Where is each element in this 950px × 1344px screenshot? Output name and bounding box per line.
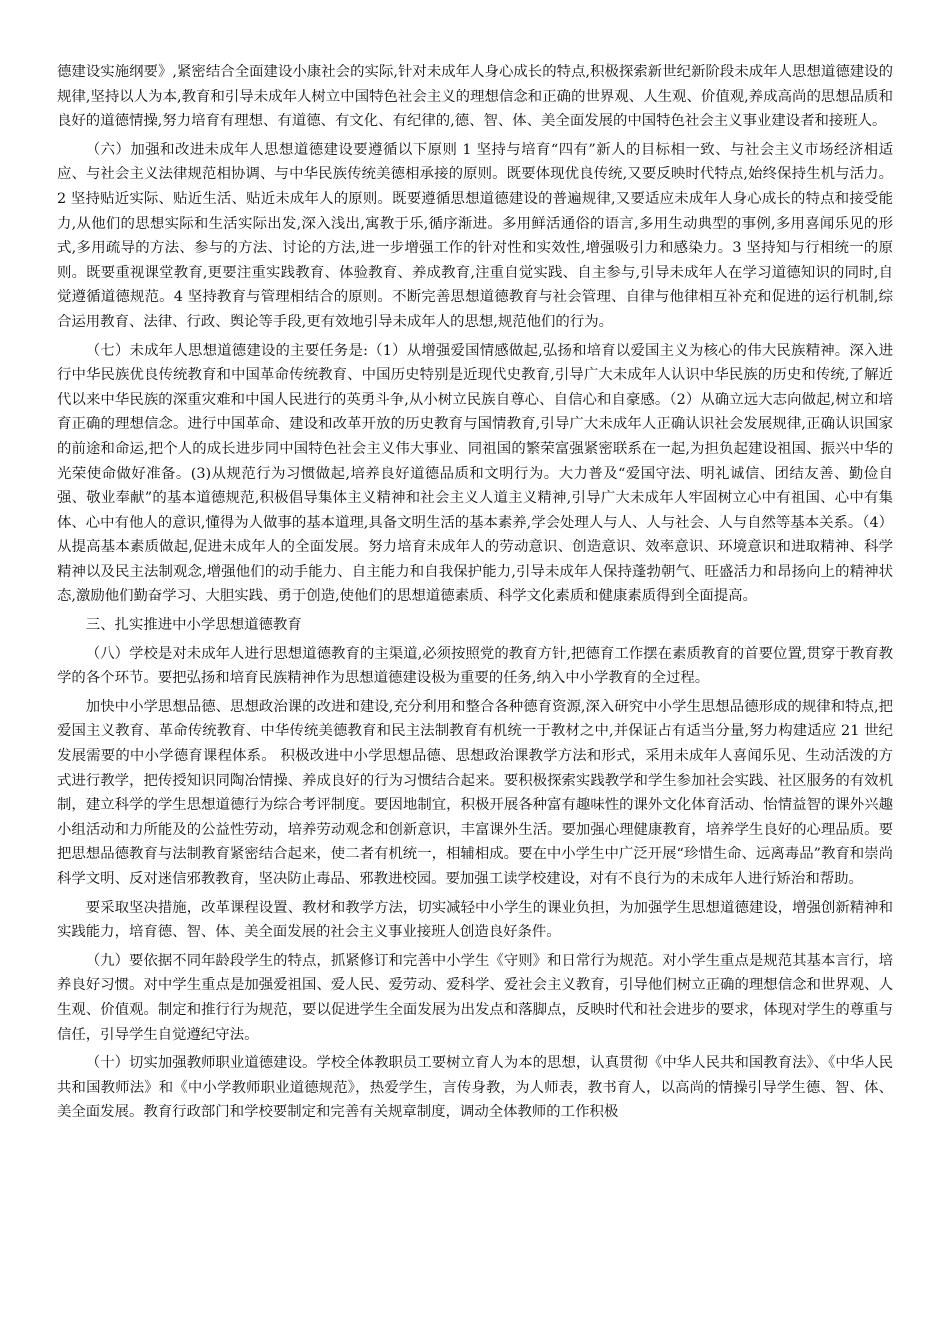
paragraph-curriculum: 加快中小学思想品德、思想政治课的改进和建设,充分利用和整合各种德育资源,深入研究中小学生思想品德形成的规律和特点,把爱国主义教育、革命传统教育、中华传统美德教育和民主法制教育有机统一于教材之中,并保证占有适当分量,努力构建适应 21 世纪发展需要的中小学德育课程体系。 积极改进中小学思想品德、思想政治课教学方法和形式，采用未成年人喜闻乐见、生动活泼的方式进行教学，把传授知识同陶冶情操、养成良好的行为习惯结合起来。要积极探索实践教学和学生参加社会实践、社区服务的有效机制，建立科学的学生思想道德行为综合考评制度。要因地制宜，积极开展各种富有趣味性的课外文化体育活动、怡情益智的课外兴趣小组活动和力所能及的公益性劳动，培养劳动观念和创新意识，丰富课外生活。要加强心理健康教育，培养学生良好的心理品质。要把思想品德教育与法制教育紧密结合起来，使二者有机统一，相辅相成。要在中小学生中广泛开展“珍惜生命、远离毒品”教育和崇尚科学文明、反对迷信邪教教育，坚决防止毒品、邪教进校园。要加强工读学校建设，对有不良行为的未成年人进行矫治和帮助。 xyxy=(57,698,893,887)
document-page xyxy=(57,60,893,1129)
paragraph-section-8-schools: （八）学校是对未成年人进行思想道德教育的主渠道,必须按照党的教育方针,把德育工作摆在素质教育的首要位置,贯穿于教育教学的各个环节。要把弘扬和培育民族精神作为思想道德建设极为重要的任务,纳入中小学教育的全过程。 xyxy=(57,645,893,687)
paragraph-section-7-tasks: （七）未成年人思想道德建设的主要任务是:（1）从增强爱国情感做起,弘扬和培育以爱国主义为核心的伟大民族精神。深入进行中华民族优良传统教育和中国革命传统教育、中国历史特别是近现代史教育,引导广大未成年人认识中华民族的历史和传统,了解近代以来中华民族的深重灾难和中国人民进行的英勇斗争,从小树立民族自尊心、自信心和自豪感。（2）从确立远大志向做起,树立和培育正确的理想信念。进行中国革命、建设和改革开放的历史教育与国情教育,引导广大未成年人正确认识社会发展规律,正确认识国家的前途和命运,把个人的成长进步同中国特色社会主义伟大事业、同祖国的繁荣富强紧密联系在一起,为担负起建设祖国、振兴中华的光荣使命做好准备。(3)从规范行为习惯做起,培养良好道德品质和文明行为。大力普及“爱国守法、明礼诚信、团结友善、勤俭自强、敬业奉献”的基本道德规范,积极倡导集体主义精神和社会主义人道主义精神,引导广大未成年人牢固树立心中有祖国、心中有集体、心中有他人的意识,懂得为人做事的基本道理,具备文明生活的基本素养,学会处理人与人、人与社会、人与自然等基本关系。（4）从提高基本素质做起,促进未成年人的全面发展。努力培育未成年人的劳动意识、创造意识、效率意识、环境意识和进取精神、科学精神以及民主法制观念,增强他们的动手能力、自主能力和自我保护能力,引导未成年人保持蓬勃朝气、旺盛活力和昂扬向上的精神状态,激励他们勤奋学习、大胆实践、勇于创造,使他们的思想道德素质、科学文化素质和健康素质得到全面提高。 xyxy=(57,342,893,605)
paragraph-reform-measures: 要采取坚决措施，改革课程设置、教材和教学方法，切实减轻中小学生的课业负担，为加强学生思想道德建设，增强创新精神和实践能力，培育德、智、体、美全面发展的社会主义事业接班人创造良好条件。 xyxy=(57,899,893,941)
paragraph-section-6-principles: （六）加强和改进未成年人思想道德建设要遵循以下原则 1 坚持与培育“四有”新人的目标相一致、与社会主义市场经济相适应、与社会主义法律规范相协调、与中华民族传统美德相承接的原则。既要体现优良传统,又要反映时代特点,始终保持生机与活力。2 坚持贴近实际、贴近生活、贴近未成年人的原则。既要遵循思想道德建设的普遍规律,又要适应未成年人身心成长的特点和接受能力,从他们的思想实际和生活实际出发,深入浅出,寓教于乐,循序渐进。多用鲜活通俗的语言,多用生动典型的事例,多用喜闻乐见的形式,多用疏导的方法、参与的方法、讨论的方法,进一步增强工作的针对性和实效性,增强吸引力和感染力。3 坚持知与行相统一的原则。既要重视课堂教育,更要注重实践教育、体验教育、养成教育,注重自觉实践、自主参与,引导未成年人在学习道德知识的同时,自觉遵循道德规范。4 坚持教育与管理相结合的原则。不断完善思想道德教育与社会管理、自律与他律相互补充和促进的运行机制,综合运用教育、法律、行政、舆论等手段,更有效地引导未成年人的思想,规范他们的行为。 xyxy=(57,141,893,330)
paragraph-section-10-teacher-ethics: （十）切实加强教师职业道德建设。学校全体教职员工要树立育人为本的思想，认真贯彻《中华人民共和国教育法》、《中华人民共和国教师法》和《中小学教师职业道德规范》，热爱学生，言传身教，为人师表，教书育人，以高尚的情操引导学生德、智、体、美全面发展。教育行政部门和学校要制定和完善有关规章制度，调动全体教师的工作积极 xyxy=(57,1055,893,1121)
paragraph-section-9-conduct-rules: （九）要依据不同年龄段学生的特点，抓紧修订和完善中小学生《守则》和日常行为规范。对小学生重点是规范其基本言行，培养良好习惯。对中学生重点是加强爱祖国、爱人民、爱劳动、爱科学、爱社会主义教育，引导他们树立正确的理想信念和世界观、人生观、价值观。制定和推行行为规范，要以促进学生全面发展为出发点和落脚点，反映时代和社会进步的要求，体现对学生的尊重与信任，引导学生自觉遵纪守法。 xyxy=(57,952,893,1043)
paragraph-intro-continuation: 德建设实施纲要》,紧密结合全面建设小康社会的实际,针对未成年人身心成长的特点,积极探索新世纪新阶段未成年人思想道德建设的规律,坚持以人为本,教育和引导未成年人树立中国特色社会主义的理想信念和正确的世界观、人生观、价值观,养成高尚的思想品质和良好的道德情操,努力培育有理想、有道德、有文化、有纪律的,德、智、体、美全面发展的中国特色社会主义事业建设者和接班人。 xyxy=(57,64,893,130)
section-heading-3: 三、扎实推进中小学思想道德教育 xyxy=(85,617,302,634)
